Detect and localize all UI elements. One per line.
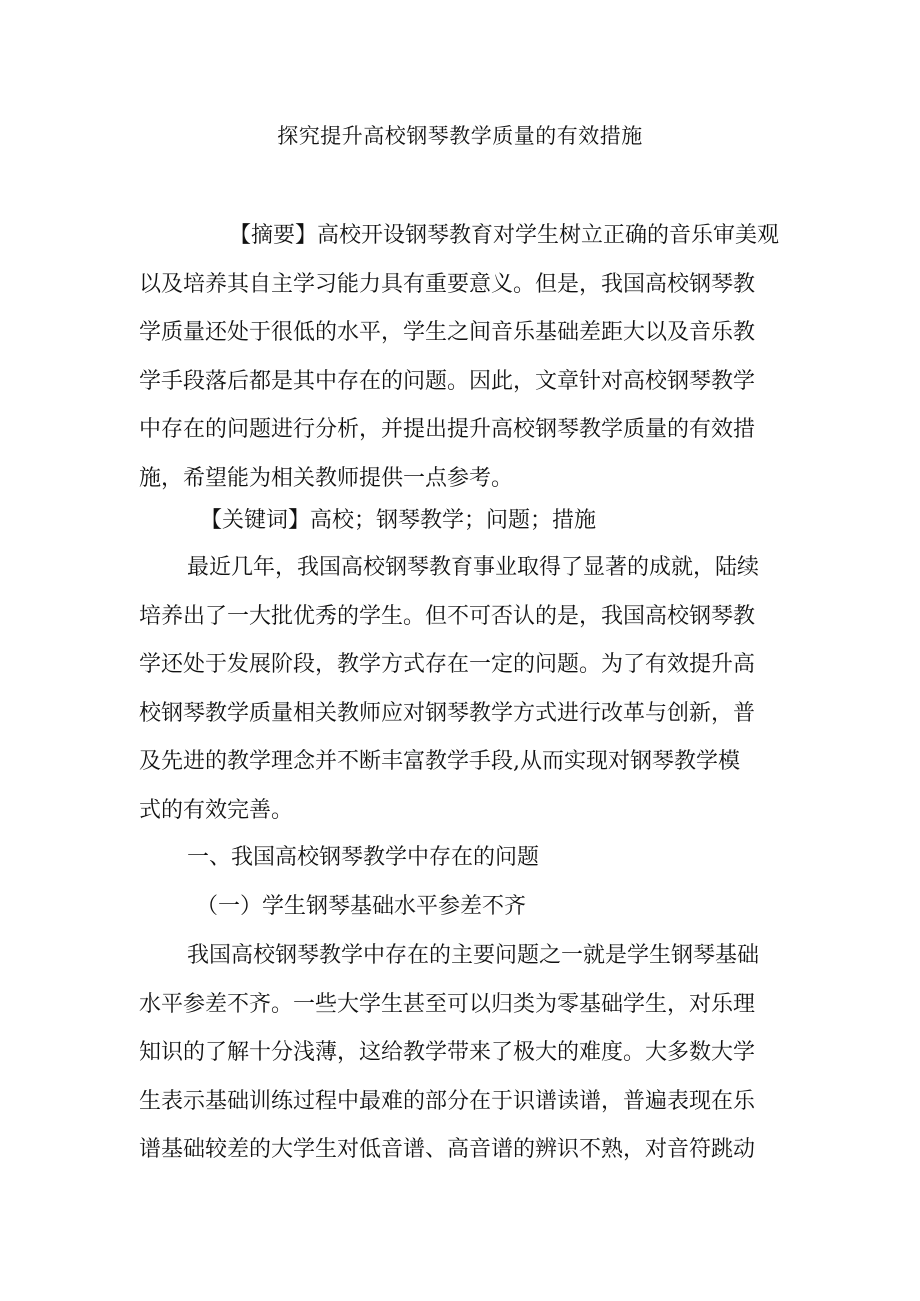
body-line: 我国高校钢琴教学中存在的主要问题之一就是学生钢琴基础 — [187, 943, 760, 968]
section-heading: 一、我国高校钢琴教学中存在的问题 — [187, 845, 540, 870]
page-title: 探究提升高校钢琴教学质量的有效措施 — [277, 124, 643, 148]
abstract-line: 学手段落后都是其中存在的问题。因此，文章针对高校钢琴教学 — [139, 368, 756, 394]
intro-line: 学还处于发展阶段，教学方式存在一定的问题。为了有效提升高 — [139, 652, 756, 677]
intro-paragraph — [139, 544, 791, 835]
abstract-paragraph — [139, 212, 791, 503]
intro-line: 培养出了一大批优秀的学生。但不可否认的是，我国高校钢琴教 — [139, 603, 756, 629]
body-line: 生表示基础训练过程中最难的部分在于识谱读谱，普遍表现在乐 — [139, 1088, 756, 1114]
section-body-paragraph — [139, 932, 791, 1175]
subsection-heading: （一）学生钢琴基础水平参差不齐 — [196, 894, 527, 919]
abstract-line: 以及培养其自主学习能力具有重要意义。但是，我国高校钢琴教 — [139, 271, 756, 297]
intro-line: 式的有效完善。 — [139, 797, 294, 823]
abstract-line: 施，希望能为相关教师提供一点参考。 — [139, 465, 514, 491]
abstract-line: 学质量还处于很低的水平，学生之间音乐基础差距大以及音乐教 — [139, 320, 756, 345]
body-line: 知识的了解十分浅薄，这给教学带来了极大的难度。大多数大学 — [139, 1040, 756, 1065]
intro-line: 校钢琴教学质量相关教师应对钢琴教学方式进行改革与创新，普 — [139, 700, 756, 726]
keywords-line: 【关键词】高校；钢琴教学；问题；措施 — [200, 508, 597, 533]
body-line: 水平参差不齐。一些大学生甚至可以归类为零基础学生，对乐理 — [139, 991, 756, 1017]
intro-line: 最近几年，我国高校钢琴教育事业取得了显著的成就，陆续 — [187, 555, 760, 580]
abstract-line: 中存在的问题进行分析，并提出提升高校钢琴教学质量的有效措 — [139, 417, 756, 442]
intro-line: 及先进的教学理念并不断丰富教学手段,从而实现对钢琴教学模 — [139, 749, 740, 774]
body-line: 谱基础较差的大学生对低音谱、高音谱的辨识不熟，对音符跳动 — [139, 1137, 756, 1162]
abstract-line — [139, 212, 791, 261]
abstract-label: 【摘要】 — [229, 223, 318, 248]
abstract-text: 高校开设钢琴教育对学生树立正确的音乐审美观 — [317, 223, 780, 248]
